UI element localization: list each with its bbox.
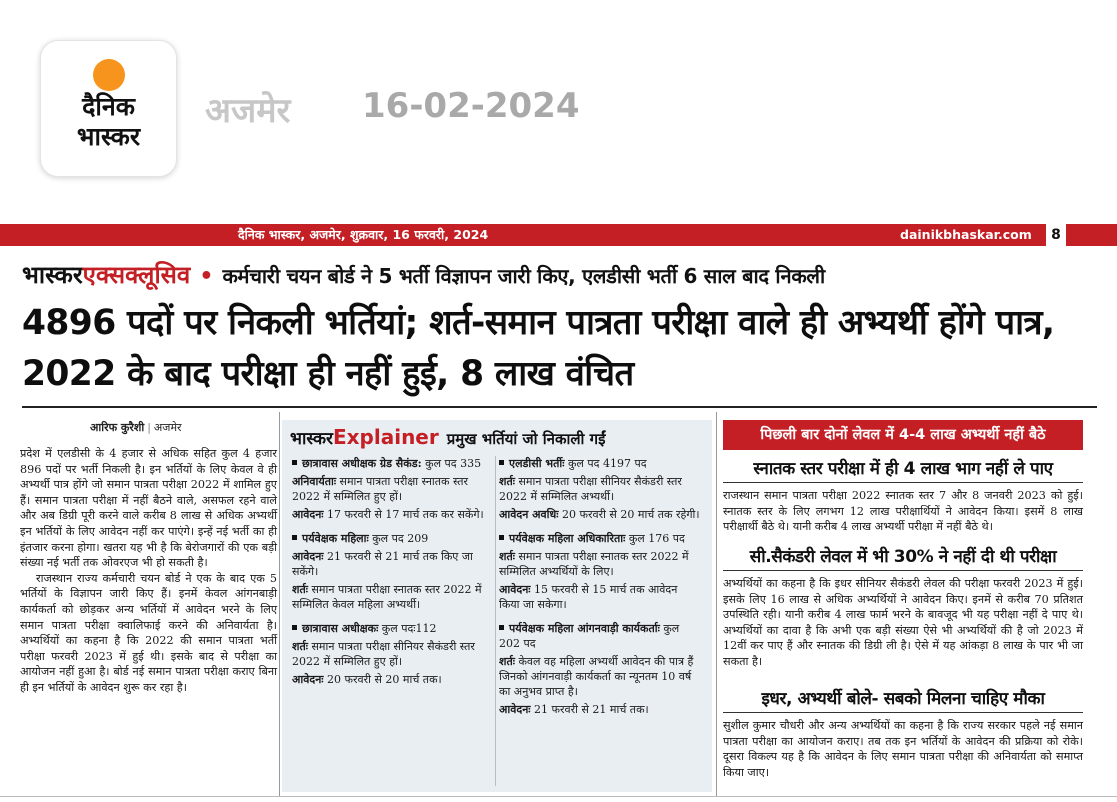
dainik-bhaskar-logo — [40, 40, 177, 177]
sidebar-banner: पिछली बार दोनों लेवल में 4-4 लाख अभ्यर्थी नहीं बैठे — [723, 420, 1083, 450]
explainer-box — [282, 420, 712, 792]
detail-label: आवेदनः — [499, 703, 531, 716]
square-bullet-icon — [499, 460, 504, 465]
kicker-exclusive: एक्सक्लूसिव — [82, 261, 191, 289]
logo-line-2: भास्कर — [76, 122, 141, 151]
recruitment-detail — [499, 582, 701, 612]
sidebar-divider — [723, 570, 1083, 571]
recruitment-post — [499, 456, 701, 471]
detail-text: समान पात्रता परीक्षा सीनियर सैकंडरी स्तर 2022 में सम्मिलित अभ्यर्थी। — [499, 475, 682, 503]
sidebar-heading-2: सी.सैकंडरी लेवल में भी 30% ने नहीं दी थी परीक्षा — [749, 547, 1057, 567]
recruitment-item — [499, 456, 701, 522]
recruitment-item — [499, 531, 701, 612]
sun-icon — [93, 59, 125, 91]
detail-text: 21 फरवरी से 21 मार्च तक किए जा सकेंगे। — [292, 550, 473, 578]
detail-text: समान पात्रता परीक्षा स्नातक स्तर 2022 में सम्मिलित केवल महिला अभ्यर्थी। — [292, 583, 482, 611]
column-divider — [716, 412, 717, 797]
recruitment-post-label: पर्यवेक्षक महिला अधिकारिताः — [509, 532, 626, 545]
square-bullet-icon — [292, 535, 297, 540]
recruitment-post — [499, 621, 701, 651]
detail-text: 21 फरवरी से 21 मार्च तक। — [534, 703, 649, 716]
explainer-header — [290, 424, 605, 450]
recruitment-item — [292, 456, 494, 522]
byline-separator: | — [147, 421, 151, 434]
article-paragraph-2: राजस्थान राज्य कर्मचारी चयन बोर्ड ने एक के बाद एक 5 भर्तियों के विज्ञापन जारी किए हैं। इनमें केवल आंगनबाड़ी कार्यकर्ता को छोड़कर अन्य भर्तियों में आवेदन भरने के लिए समान पात्रता परीक्षा क्वालिफाई करने की अनिवार्यता है। अभ्यर्थियों का कहना है कि 2022 की समान पात्रता भर्ती परीक्षा फरवरी 2023 में हुई थी। इसके बाद से परीक्षा का आयोजन नहीं हुआ है। बोर्ड नई समान पात्रता परीक्षा कराए बिना ही इन भर्तियों के आवेदन शुरू कर रहा है। — [20, 571, 277, 694]
page-number: 8 — [1046, 224, 1066, 246]
recruitment-post-value: कुल पद 4197 पद — [567, 457, 647, 470]
recruitment-detail — [499, 507, 701, 522]
recruitment-post — [499, 531, 701, 546]
detail-label: आवेदनः — [499, 583, 531, 596]
explainer-column-left — [292, 456, 494, 696]
recruitment-post — [292, 621, 494, 636]
recruitment-post-value: कुल पदः112 — [381, 622, 437, 635]
detail-label: अनिवार्यताः — [292, 475, 337, 488]
square-bullet-icon — [499, 625, 504, 630]
recruitment-post-label: छात्रावास अधीक्षकः — [302, 622, 379, 635]
sidebar-heading-3: इधर, अभ्यर्थी बोले- सबको मिलना चाहिए मौका — [761, 689, 1045, 709]
explainer-column-right — [499, 456, 701, 726]
article-paragraph-1: प्रदेश में एलडीसी के 4 हजार से अधिक सहित कुल 4 हजार 896 पदों पर भर्ती निकली है। इन भर्तियों के लिए केवल वे ही अभ्यर्थी पात्र होंगे जो समान पात्रता परीक्षा 2022 में शामिल हुए हैं। समान पात्रता परीक्षा में नहीं बैठने वाले, असफल रहने वाले और अब डिग्री पूरी करने वाले करीब 8 लाख से अधिक अभ्यर्थी इन भर्तियों के लिए आवेदन नहीं कर पाएंगे। इन्हें नई भर्ती का ही इंतजार करना होगा। खतरा यह भी है कि बेरोजगारों की एक बड़ी संख्या नई भर्ती तक ओवरएज भी हो सकती है। — [20, 447, 277, 570]
explainer-divider — [495, 456, 496, 786]
recruitment-post-value: कुल पद 335 — [425, 457, 482, 470]
recruitment-detail — [292, 672, 494, 687]
kicker-brand: भास्कर — [22, 261, 83, 289]
recruitment-item — [499, 621, 701, 717]
page-bottom-rule — [0, 796, 1117, 797]
sidebar-body-1: राजस्थान समान पात्रता परीक्षा 2022 स्नातक स्तर 7 और 8 जनवरी 2023 को हुई। स्नातक स्तर के लिए लगभग 12 लाख परीक्षार्थियों ने आवेदन किया। इसमें 8 लाख परीक्षार्थी बैठे थे। यानी करीब 4 लाख अभ्यर्थी परीक्षा में नहीं बैठे थे। — [723, 489, 1083, 534]
recruitment-detail — [499, 654, 701, 699]
explainer-title: प्रमुख भर्तियां जो निकाली गईं — [446, 430, 606, 448]
edition-date: 16-02-2024 — [362, 86, 580, 126]
headline-divider — [22, 406, 1097, 408]
page-header-dateline: दैनिक भास्कर, अजमेर, शुक्रवार, 16 फरवरी, 2024 — [238, 227, 489, 242]
recruitment-detail — [499, 474, 701, 504]
byline — [90, 420, 182, 435]
recruitment-post — [292, 456, 494, 471]
recruitment-detail — [499, 549, 701, 579]
kicker-text: कर्मचारी चयन बोर्ड ने 5 भर्ती विज्ञापन जारी किए, एलडीसी भर्ती 6 साल बाद निकली — [222, 264, 825, 288]
detail-label: शर्तः — [499, 550, 515, 563]
sidebar-heading-1: स्नातक स्तर परीक्षा में ही 4 लाख भाग नहीं ले पाए — [753, 459, 1053, 479]
detail-label: शर्तः — [499, 475, 515, 488]
detail-label: आवेदनः — [292, 673, 324, 686]
page-header-website: dainikbhaskar.com — [900, 227, 1032, 242]
detail-text: 20 फरवरी से 20 मार्च तक रहेगी। — [562, 508, 700, 521]
detail-text: समान पात्रता परीक्षा स्नातक स्तर 2022 में सम्मिलित हुए हों। — [292, 475, 469, 503]
detail-text: 20 फरवरी से 20 मार्च तक। — [327, 673, 442, 686]
detail-text: 15 फरवरी से 15 मार्च तक आवेदन किया जा सकेगा। — [499, 583, 678, 611]
recruitment-item — [292, 531, 494, 612]
detail-text: समान पात्रता परीक्षा स्नातक स्तर 2022 में सम्मिलित अभ्यर्थियों के लिए। — [499, 550, 689, 578]
recruitment-detail — [292, 474, 494, 504]
recruitment-post-label: पर्यवेक्षक महिलाः — [302, 532, 369, 545]
detail-label: शर्तः — [499, 655, 515, 668]
detail-text: समान पात्रता परीक्षा सीनियर सैकंडरी स्तर 2022 में सम्मिलित हुए हों। — [292, 640, 475, 668]
logo-line-1: दैनिक — [82, 92, 135, 121]
sidebar-body-3: सुशील कुमार चौधरी और अन्य अभ्यर्थियों का कहना है कि राज्य सरकार पहले नई समान पात्रता परीक्षा का आयोजन कराए। तब तक इन भर्तियों के आवेदन की प्रक्रिया को रोके। दूसरा विकल्प यह है कि आवेदन के लिए समान पात्रता परीक्षा की अनिवार्यता को समाप्त किया जाए। — [723, 719, 1083, 779]
detail-label: आवेदनः — [292, 550, 324, 563]
recruitment-post-label: पर्यवेक्षक महिला आंगनवाड़ी कार्यकर्ताः — [509, 622, 660, 635]
article-body — [20, 446, 277, 696]
recruitment-post-label: छात्रावास अधीक्षक ग्रेड सैकंड: — [302, 457, 422, 470]
square-bullet-icon — [292, 460, 297, 465]
explainer-brand: भास्कर — [290, 429, 333, 449]
byline-city: अजमेर — [153, 421, 182, 434]
article-kicker — [22, 258, 825, 292]
recruitment-post-value: कुल पद 209 — [372, 532, 429, 545]
detail-text: केवल वह महिला अभ्यर्थी आवेदन की पात्र हैं जिनको आंगनवाड़ी कार्यकर्ता का न्यूनतम 10 वर्ष का अनुभव प्राप्त है। — [499, 655, 694, 698]
sidebar-divider — [723, 712, 1083, 713]
recruitment-post-value: कुल 176 पद — [628, 532, 685, 545]
recruitment-detail — [499, 702, 701, 717]
kicker-bullet: • — [199, 264, 214, 289]
square-bullet-icon — [292, 625, 297, 630]
detail-label: आवेदन अवधिः — [499, 508, 559, 521]
column-divider — [279, 412, 280, 797]
recruitment-post — [292, 531, 494, 546]
recruitment-post-value: कुल 202 पद — [499, 622, 680, 650]
sidebar-divider — [723, 482, 1083, 483]
article-headline: 4896 पदों पर निकली भर्तियां; शर्त-समान पात्रता परीक्षा वाले ही अभ्यर्थी होंगे पात्र, 2022 के बाद परीक्षा ही नहीं हुई, 8 लाख वंचित — [22, 303, 1055, 394]
recruitment-detail — [292, 507, 494, 522]
byline-author: आरिफ कुरैशी — [90, 421, 145, 434]
detail-label: शर्तः — [292, 583, 308, 596]
sidebar-body-2: अभ्यर्थियों का कहना है कि इधर सीनियर सैकंडरी लेवल की परीक्षा फरवरी 2023 में हुई। इसके लिए 16 लाख से अधिक अभ्यर्थियों ने आवेदन किए। इनमें से करीब 70 प्रतिशत उपस्थिति रही। यानी करीब 4 लाख फार्म भरने के बावजूद भी यह परीक्षा नहीं दे पाए थे। अभ्यर्थियों का दावा है कि अभी एक बड़ी संख्या ऐसे भी अभ्यर्थियों की है जो 2023 में 12वीं कर पाए हैं और स्नातक की डिग्री ली है। ऐसे में यह आंकड़ा 8 लाख के पार भी जा सकता है। — [723, 577, 1083, 668]
square-bullet-icon — [499, 535, 504, 540]
detail-label: आवेदनः — [292, 508, 324, 521]
explainer-word: Explainer — [332, 425, 439, 449]
recruitment-detail — [292, 582, 494, 612]
detail-label: शर्तः — [292, 640, 308, 653]
recruitment-detail — [292, 639, 494, 669]
recruitment-detail — [292, 549, 494, 579]
detail-text: 17 फरवरी से 17 मार्च तक कर सकेंगे। — [327, 508, 484, 521]
recruitment-post-label: एलडीसी भर्तीः — [509, 457, 565, 470]
edition-city: अजमेर — [205, 91, 291, 131]
recruitment-item — [292, 621, 494, 687]
